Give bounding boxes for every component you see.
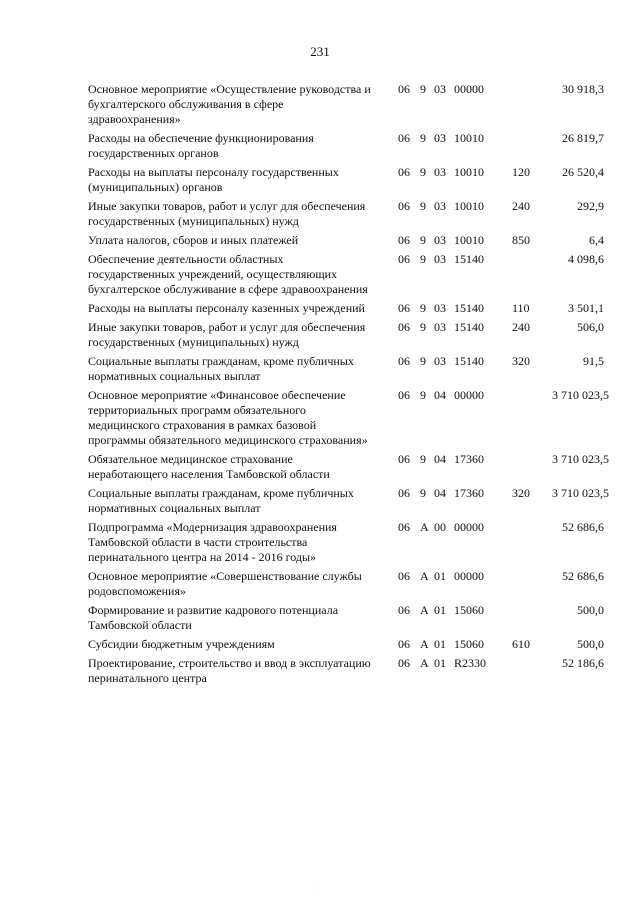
code-cs3: 01 [434, 569, 446, 583]
row-amount: 6,4 [589, 233, 604, 247]
table-row [88, 486, 609, 516]
code-cs4: 00000 [454, 569, 484, 583]
code-cs4: 15140 [454, 320, 484, 334]
code-cs1: 06 [398, 233, 410, 247]
row-amount: 52 686,6 [562, 520, 604, 534]
code-cs2: 9 [420, 165, 426, 179]
table-row [88, 603, 604, 633]
code-cs2: А [420, 569, 429, 583]
row-amount: 3 501,1 [568, 301, 604, 315]
code-cs3: 03 [434, 354, 446, 368]
code-cs2: 9 [420, 301, 426, 315]
row-amount: 52 686,6 [562, 569, 604, 583]
table-row [88, 252, 604, 297]
table-row [88, 354, 604, 384]
table-row [88, 656, 604, 686]
code-cs2: А [420, 637, 429, 651]
row-name: Формирование и развитие кадрового потенциала Тамбовской области [88, 603, 339, 632]
table-row [88, 569, 604, 599]
code-cs4: 17360 [454, 486, 484, 500]
row-name: Основное мероприятие «Осуществление руководства и бухгалтерского обслуживания в сфере здравоохранения» [88, 82, 371, 126]
table-row [88, 320, 604, 350]
code-cs2: 9 [420, 199, 426, 213]
row-name: Уплата налогов, сборов и иных платежей [88, 233, 299, 247]
code-cs1: 06 [398, 637, 410, 651]
code-cs4: 00000 [454, 82, 484, 96]
code-cs4: R2330 [454, 656, 487, 670]
code-vr: 320 [512, 486, 530, 500]
code-cs4: 10010 [454, 131, 484, 145]
code-cs3: 03 [434, 252, 446, 266]
code-vr: 110 [512, 301, 530, 315]
code-cs3: 03 [434, 82, 446, 96]
code-vr: 850 [512, 233, 530, 247]
code-cs1: 06 [398, 656, 410, 670]
code-cs2: 9 [420, 252, 426, 266]
row-amount: 506,0 [577, 320, 604, 334]
code-cs3: 04 [434, 452, 446, 466]
row-name: Расходы на выплаты персоналу государственных (муниципальных) органов [88, 165, 339, 194]
code-cs4: 00000 [454, 520, 484, 534]
table-row [88, 452, 609, 482]
code-cs2: 9 [420, 82, 426, 96]
row-name: Социальные выплаты гражданам, кроме публичных нормативных социальных выплат [88, 354, 354, 383]
code-cs1: 06 [398, 252, 410, 266]
row-name: Обязательное медицинское страхование неработающего населения Тамбовской области [88, 452, 330, 481]
code-cs2: 9 [420, 131, 426, 145]
row-name: Социальные выплаты гражданам, кроме публичных нормативных социальных выплат [88, 486, 354, 515]
code-cs2: 9 [420, 486, 426, 500]
code-cs4: 15140 [454, 301, 484, 315]
code-cs3: 03 [434, 131, 446, 145]
code-cs3: 04 [434, 388, 446, 402]
code-cs1: 06 [398, 131, 410, 145]
code-cs3: 03 [434, 233, 446, 247]
table-row [88, 199, 604, 229]
code-cs4: 00000 [454, 388, 484, 402]
code-cs3: 04 [434, 486, 446, 500]
page-number: 231 [310, 44, 330, 59]
footer-mark: · [318, 884, 322, 893]
code-cs2: А [420, 656, 429, 670]
table-row [88, 388, 609, 448]
row-amount: 4 098,6 [568, 252, 604, 266]
table-row [88, 165, 604, 195]
code-cs4: 10010 [454, 199, 484, 213]
code-cs1: 06 [398, 569, 410, 583]
table-row [88, 131, 604, 161]
code-cs1: 06 [398, 486, 410, 500]
code-cs3: 01 [434, 603, 446, 617]
code-cs4: 10010 [454, 233, 484, 247]
code-cs3: 01 [434, 656, 446, 670]
row-name: Основное мероприятие «Финансовое обеспечение территориальных программ обязательного медицинского страхования в рамках базовой программы обязательного медицинского страхования» [88, 388, 368, 447]
row-name: Основное мероприятие «Совершенствование службы родовспоможения» [88, 569, 362, 598]
code-cs2: А [420, 520, 429, 534]
table-row [88, 233, 604, 248]
code-cs4: 10010 [454, 165, 484, 179]
code-cs2: 9 [420, 233, 426, 247]
code-cs3: 03 [434, 320, 446, 334]
row-amount: 500,0 [577, 637, 604, 651]
row-amount: 30 918,3 [562, 82, 604, 96]
code-vr: 240 [512, 320, 530, 334]
row-name: Проектирование, строительство и ввод в эксплуатацию перинатального центра [88, 656, 371, 685]
budget-table [88, 82, 609, 690]
row-name: Подпрограмма «Модернизация здравоохранения Тамбовской области в части строительства перинатального центра на 2014 - 2016 годы» [88, 520, 337, 564]
row-amount: 91,5 [583, 354, 604, 368]
code-cs1: 06 [398, 82, 410, 96]
row-name: Субсидии бюджетным учреждениям [88, 637, 275, 651]
code-cs4: 15060 [454, 603, 484, 617]
row-name: Обеспечение деятельности областных государственных учреждений, осуществляющих бухгалтерское обслуживание в сфере здравоохранения [88, 252, 368, 296]
code-cs4: 15140 [454, 354, 484, 368]
row-amount: 3 710 023,5 [552, 486, 609, 500]
code-cs2: А [420, 603, 429, 617]
code-cs3: 00 [434, 520, 446, 534]
code-vr: 120 [512, 165, 530, 179]
code-cs4: 15140 [454, 252, 484, 266]
code-cs1: 06 [398, 320, 410, 334]
row-amount: 26 520,4 [562, 165, 604, 179]
row-amount: 52 186,6 [562, 656, 604, 670]
code-cs1: 06 [398, 452, 410, 466]
code-cs1: 06 [398, 388, 410, 402]
table-row [88, 301, 604, 316]
code-vr: 320 [512, 354, 530, 368]
code-cs4: 15060 [454, 637, 484, 651]
table-row [88, 82, 604, 127]
code-cs1: 06 [398, 603, 410, 617]
code-cs4: 17360 [454, 452, 484, 466]
code-cs3: 03 [434, 165, 446, 179]
row-name: Расходы на выплаты персоналу казенных учреждений [88, 301, 365, 315]
row-name: Расходы на обеспечение функционирования государственных органов [88, 131, 314, 160]
code-cs1: 06 [398, 165, 410, 179]
row-amount: 26 819,7 [562, 131, 604, 145]
code-cs2: 9 [420, 388, 426, 402]
code-cs2: 9 [420, 452, 426, 466]
code-vr: 240 [512, 199, 530, 213]
row-amount: 500,0 [577, 603, 604, 617]
code-cs3: 03 [434, 199, 446, 213]
code-vr: 610 [512, 637, 530, 651]
code-cs1: 06 [398, 301, 410, 315]
table-row [88, 520, 604, 565]
code-cs2: 9 [420, 320, 426, 334]
code-cs3: 01 [434, 637, 446, 651]
code-cs1: 06 [398, 520, 410, 534]
row-name: Иные закупки товаров, работ и услуг для обеспечения государственных (муниципальных) нужд [88, 199, 366, 228]
row-amount: 292,9 [577, 199, 604, 213]
table-row [88, 637, 604, 652]
code-cs2: 9 [420, 354, 426, 368]
code-cs1: 06 [398, 199, 410, 213]
code-cs1: 06 [398, 354, 410, 368]
code-cs3: 03 [434, 301, 446, 315]
row-name: Иные закупки товаров, работ и услуг для обеспечения государственных (муниципальных) нужд [88, 320, 366, 349]
row-amount: 3 710 023,5 [552, 388, 609, 402]
row-amount: 3 710 023,5 [552, 452, 609, 466]
